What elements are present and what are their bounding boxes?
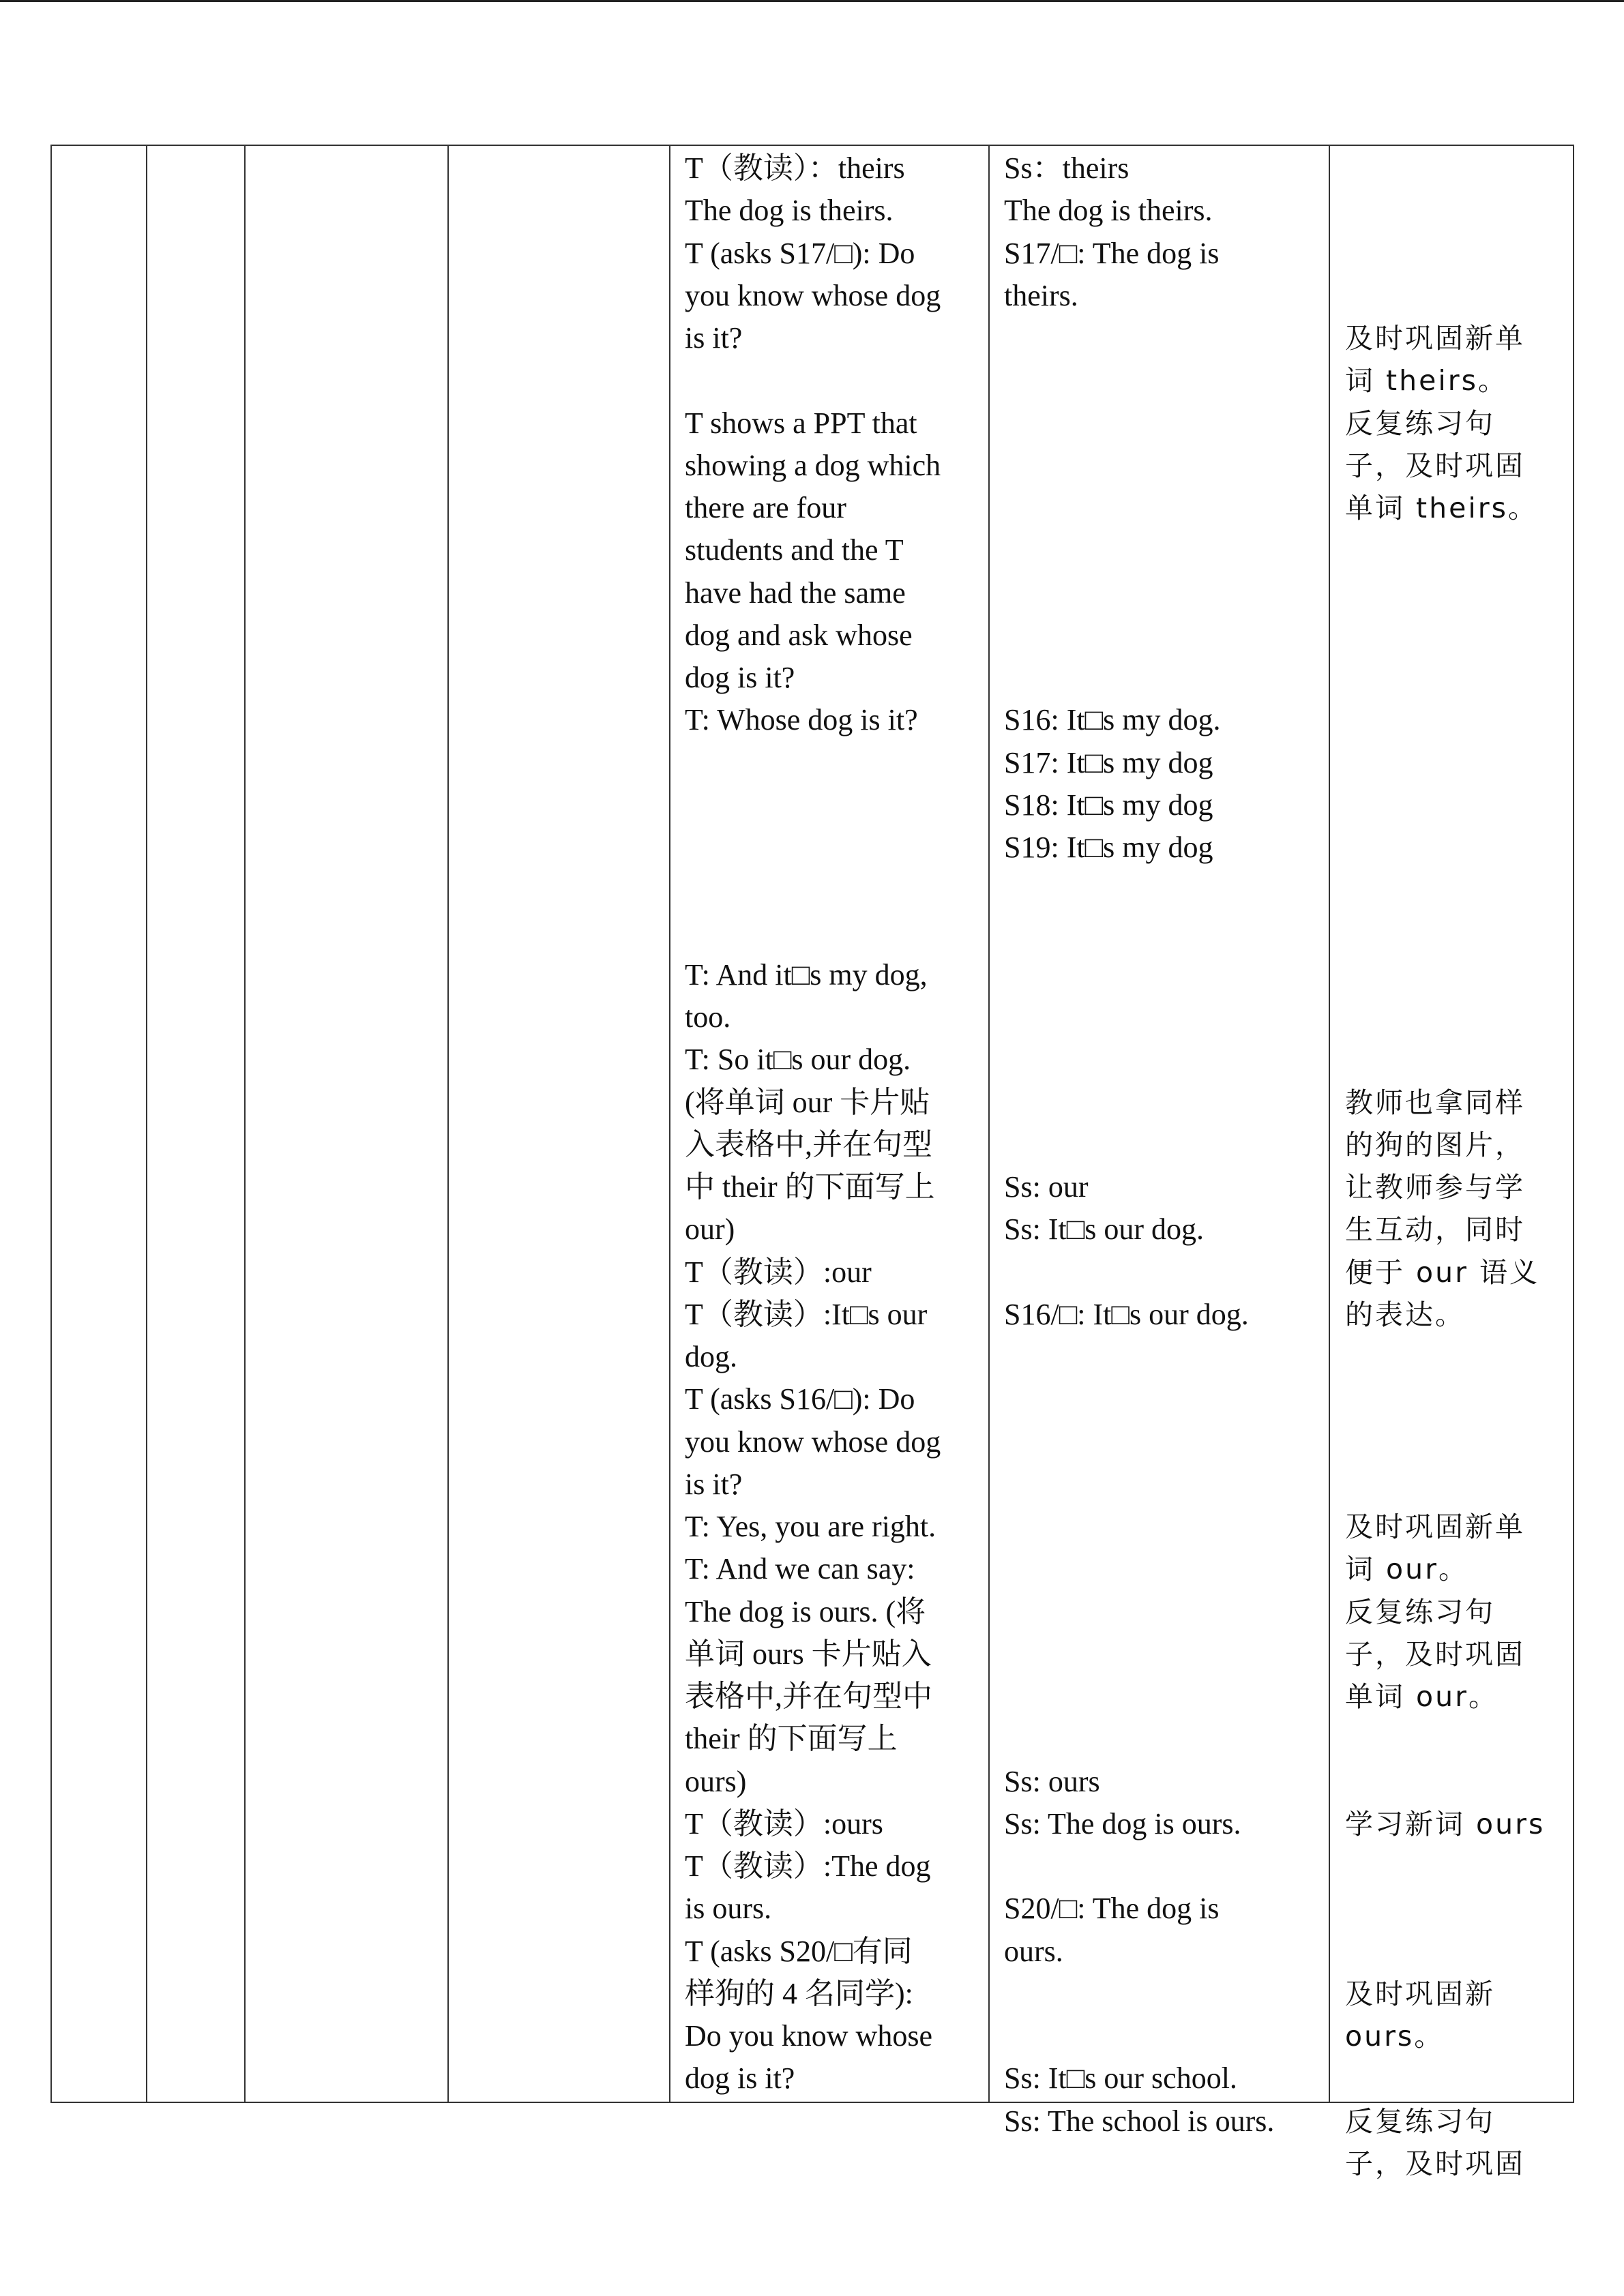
design-intent-line: 的狗的图片， bbox=[1345, 1128, 1525, 1161]
design-intent-line: 生互动，同时 bbox=[1345, 1213, 1525, 1247]
teacher-activity-line: T: And it□s my dog, bbox=[685, 957, 928, 992]
student-activity-line bbox=[1004, 1421, 1318, 1463]
teacher-activity-line: is it? bbox=[685, 321, 743, 355]
student-activity-line: theirs. bbox=[1004, 278, 1078, 312]
teacher-activity-line bbox=[685, 359, 974, 402]
design-intent-line: 反复练习句 bbox=[1345, 406, 1495, 440]
student-activity-line bbox=[1004, 1718, 1318, 1760]
teacher-activity-line: 入表格中,并在句型 bbox=[685, 1127, 932, 1161]
student-activity-line: S17: It□s my dog bbox=[1004, 745, 1213, 779]
design-intent-cell bbox=[1345, 147, 1563, 2185]
student-activity-line bbox=[1004, 1039, 1318, 1081]
student-activity-line bbox=[1004, 1082, 1318, 1124]
teacher-activity-cell bbox=[685, 147, 974, 2100]
design-intent-line: 及时巩固新单 bbox=[1345, 322, 1525, 355]
design-intent-line: 反复练习句 bbox=[1345, 1595, 1495, 1628]
student-activity-line bbox=[1004, 529, 1318, 571]
column-divider bbox=[146, 145, 147, 2103]
student-activity-line bbox=[1004, 1336, 1318, 1378]
design-intent-line bbox=[1345, 954, 1563, 996]
teacher-activity-line: 单词 ours 卡片贴入 bbox=[685, 1637, 932, 1671]
design-intent-line: 子，及时巩固 bbox=[1345, 1637, 1525, 1671]
design-intent-line bbox=[1345, 657, 1563, 699]
teacher-activity-line: The dog is ours. (将 bbox=[685, 1594, 926, 1628]
teacher-activity-line: their 的下面写上 bbox=[685, 1722, 898, 1756]
teacher-activity-line: T（教读）:our bbox=[685, 1255, 872, 1289]
teacher-activity-line: you know whose dog bbox=[685, 278, 941, 312]
student-activity-line bbox=[1004, 1251, 1318, 1294]
student-activity-line: S16/□: It□s our dog. bbox=[1004, 1297, 1249, 1331]
design-intent-line bbox=[1345, 826, 1563, 869]
teacher-activity-line: dog is it? bbox=[685, 2061, 795, 2096]
design-intent-line bbox=[1345, 572, 1563, 614]
teacher-activity-line: dog and ask whose bbox=[685, 618, 913, 652]
design-intent-line bbox=[1345, 2057, 1563, 2100]
teacher-activity-line: ours) bbox=[685, 1764, 747, 1798]
teacher-activity-line: T: Yes, you are right. bbox=[685, 1510, 936, 1543]
design-intent-line bbox=[1345, 1761, 1563, 1803]
student-activity-line bbox=[1004, 2015, 1318, 2057]
design-intent-line bbox=[1345, 869, 1563, 911]
teacher-activity-line: T（教读）：theirs bbox=[685, 151, 905, 185]
teacher-activity-line bbox=[685, 742, 974, 784]
design-intent-line: 的表达。 bbox=[1345, 1298, 1465, 1331]
design-intent-line: 及时巩固新 bbox=[1345, 1977, 1495, 2010]
design-intent-line bbox=[1345, 233, 1563, 275]
design-intent-line bbox=[1345, 699, 1563, 741]
teacher-activity-line: students and the T bbox=[685, 533, 904, 567]
student-activity-line bbox=[1004, 402, 1318, 445]
student-activity-line bbox=[1004, 1463, 1318, 1506]
student-activity-line bbox=[1004, 1378, 1318, 1420]
teacher-activity-line: The dog is theirs. bbox=[685, 194, 894, 228]
design-intent-line: 单词 our。 bbox=[1345, 1680, 1498, 1713]
teacher-activity-line: T: Whose dog is it? bbox=[685, 703, 918, 737]
student-activity-line bbox=[1004, 445, 1318, 487]
student-activity-line bbox=[1004, 1845, 1318, 1888]
design-intent-line bbox=[1345, 742, 1563, 784]
column-divider bbox=[447, 145, 449, 2103]
design-intent-line bbox=[1345, 1718, 1563, 1760]
design-intent-line bbox=[1345, 1930, 1563, 1973]
student-activity-line: Ss: It□s our dog. bbox=[1004, 1212, 1205, 1247]
teacher-activity-line: T shows a PPT that bbox=[685, 406, 917, 440]
design-intent-line: 反复练习句 bbox=[1345, 2104, 1495, 2138]
student-activity-line: Ss: our bbox=[1004, 1170, 1089, 1204]
teacher-activity-line: have had the same bbox=[685, 576, 906, 610]
student-activity-line: Ss: The dog is ours. bbox=[1004, 1806, 1241, 1840]
student-activity-line bbox=[1004, 1124, 1318, 1166]
student-activity-line bbox=[1004, 1506, 1318, 1548]
design-intent-line bbox=[1345, 1463, 1563, 1506]
design-intent-line: 子，及时巩固 bbox=[1345, 449, 1525, 482]
student-activity-line: Ss: ours bbox=[1004, 1764, 1100, 1798]
teacher-activity-line: 中 their 的下面写上 bbox=[685, 1170, 935, 1204]
teacher-activity-line: T（教读）:It□s our bbox=[685, 1297, 928, 1331]
student-activity-line: S17/□: The dog is bbox=[1004, 236, 1220, 270]
teacher-activity-line: too. bbox=[685, 1000, 731, 1034]
student-activity-line: Ss: The school is ours. bbox=[1004, 2104, 1275, 2138]
design-intent-line bbox=[1345, 1845, 1563, 1888]
design-intent-line bbox=[1345, 1888, 1563, 1930]
teacher-activity-line bbox=[685, 912, 974, 954]
student-activity-line bbox=[1004, 1973, 1318, 2015]
design-intent-line bbox=[1345, 912, 1563, 954]
teacher-activity-line: 表格中,并在句型中 bbox=[685, 1680, 932, 1713]
design-intent-line bbox=[1345, 275, 1563, 317]
teacher-activity-line: T（教读）:The dog bbox=[685, 1849, 931, 1883]
teacher-activity-line: T（教读）:ours bbox=[685, 1806, 883, 1840]
design-intent-line: 及时巩固新单 bbox=[1345, 1510, 1525, 1543]
teacher-activity-line: 样狗的 4 名同学): bbox=[685, 1976, 913, 2010]
design-intent-line: 便于 our 语义 bbox=[1345, 1255, 1539, 1289]
design-intent-line bbox=[1345, 996, 1563, 1039]
student-activity-line: Ss：theirs bbox=[1004, 151, 1130, 185]
design-intent-line bbox=[1345, 529, 1563, 571]
design-intent-line: ours。 bbox=[1345, 2020, 1445, 2053]
page-top-rule bbox=[0, 0, 1624, 2]
student-activity-line bbox=[1004, 1548, 1318, 1590]
design-intent-line bbox=[1345, 147, 1563, 190]
design-intent-line: 词 theirs。 bbox=[1345, 364, 1508, 398]
design-intent-line: 教师也拿同样 bbox=[1345, 1086, 1525, 1119]
teacher-activity-line: dog. bbox=[685, 1340, 737, 1373]
student-activity-line bbox=[1004, 912, 1318, 954]
design-intent-line: 学习新词 ours bbox=[1345, 1807, 1546, 1840]
design-intent-line: 单词 theirs。 bbox=[1345, 492, 1538, 524]
student-activity-line bbox=[1004, 317, 1318, 359]
teacher-activity-line: T (asks S17/□): Do bbox=[685, 236, 915, 270]
teacher-activity-line: T: So it□s our dog. bbox=[685, 1043, 911, 1077]
design-intent-line bbox=[1345, 1336, 1563, 1378]
teacher-activity-line: Do you know whose bbox=[685, 2019, 932, 2053]
student-activity-line bbox=[1004, 487, 1318, 529]
student-activity-line: The dog is theirs. bbox=[1004, 194, 1213, 228]
student-activity-line bbox=[1004, 657, 1318, 699]
teacher-activity-line: T: And we can say: bbox=[685, 1552, 915, 1586]
design-intent-line bbox=[1345, 784, 1563, 826]
column-divider bbox=[244, 145, 246, 2103]
column-divider bbox=[1329, 145, 1330, 2103]
student-activity-line bbox=[1004, 572, 1318, 614]
teacher-activity-line: you know whose dog bbox=[685, 1425, 941, 1459]
student-activity-line: Ss: It□s our school. bbox=[1004, 2061, 1237, 2096]
design-intent-line bbox=[1345, 1039, 1563, 1081]
design-intent-line bbox=[1345, 614, 1563, 657]
teacher-activity-line: (将单词 our 卡片贴 bbox=[685, 1085, 930, 1119]
teacher-activity-line: is ours. bbox=[685, 1892, 772, 1926]
student-activity-line: S19: It□s my dog bbox=[1004, 831, 1213, 864]
teacher-activity-line bbox=[685, 826, 974, 869]
student-activity-line bbox=[1004, 1591, 1318, 1633]
student-activity-line bbox=[1004, 359, 1318, 402]
design-intent-line bbox=[1345, 1421, 1563, 1463]
student-activity-line: ours. bbox=[1004, 1934, 1063, 1968]
student-activity-line bbox=[1004, 614, 1318, 657]
student-activity-line bbox=[1004, 869, 1318, 911]
design-intent-line: 词 our。 bbox=[1345, 1553, 1468, 1586]
teacher-activity-line: there are four bbox=[685, 491, 846, 524]
student-activity-line bbox=[1004, 954, 1318, 996]
column-divider bbox=[669, 145, 670, 2103]
student-activity-line: S20/□: The dog is bbox=[1004, 1892, 1220, 1926]
teacher-activity-line: T (asks S16/□): Do bbox=[685, 1382, 915, 1416]
teacher-activity-line: our) bbox=[685, 1212, 735, 1247]
student-activity-cell bbox=[1004, 147, 1318, 2143]
teacher-activity-line: is it? bbox=[685, 1467, 743, 1501]
design-intent-line bbox=[1345, 190, 1563, 232]
student-activity-line bbox=[1004, 996, 1318, 1039]
student-activity-line bbox=[1004, 1675, 1318, 1718]
design-intent-line: 让教师参与学 bbox=[1345, 1171, 1525, 1204]
student-activity-line: S18: It□s my dog bbox=[1004, 788, 1213, 822]
student-activity-line bbox=[1004, 1633, 1318, 1675]
teacher-activity-line bbox=[685, 784, 974, 826]
column-divider bbox=[988, 145, 990, 2103]
student-activity-line: S16: It□s my dog. bbox=[1004, 703, 1221, 737]
design-intent-line bbox=[1345, 1378, 1563, 1420]
teacher-activity-line: T (asks S20/□有同 bbox=[685, 1934, 913, 1968]
design-intent-line: 子，及时巩固 bbox=[1345, 2147, 1525, 2180]
teacher-activity-line bbox=[685, 869, 974, 911]
teacher-activity-line: dog is it? bbox=[685, 661, 795, 694]
teacher-activity-line: showing a dog which bbox=[685, 448, 941, 482]
